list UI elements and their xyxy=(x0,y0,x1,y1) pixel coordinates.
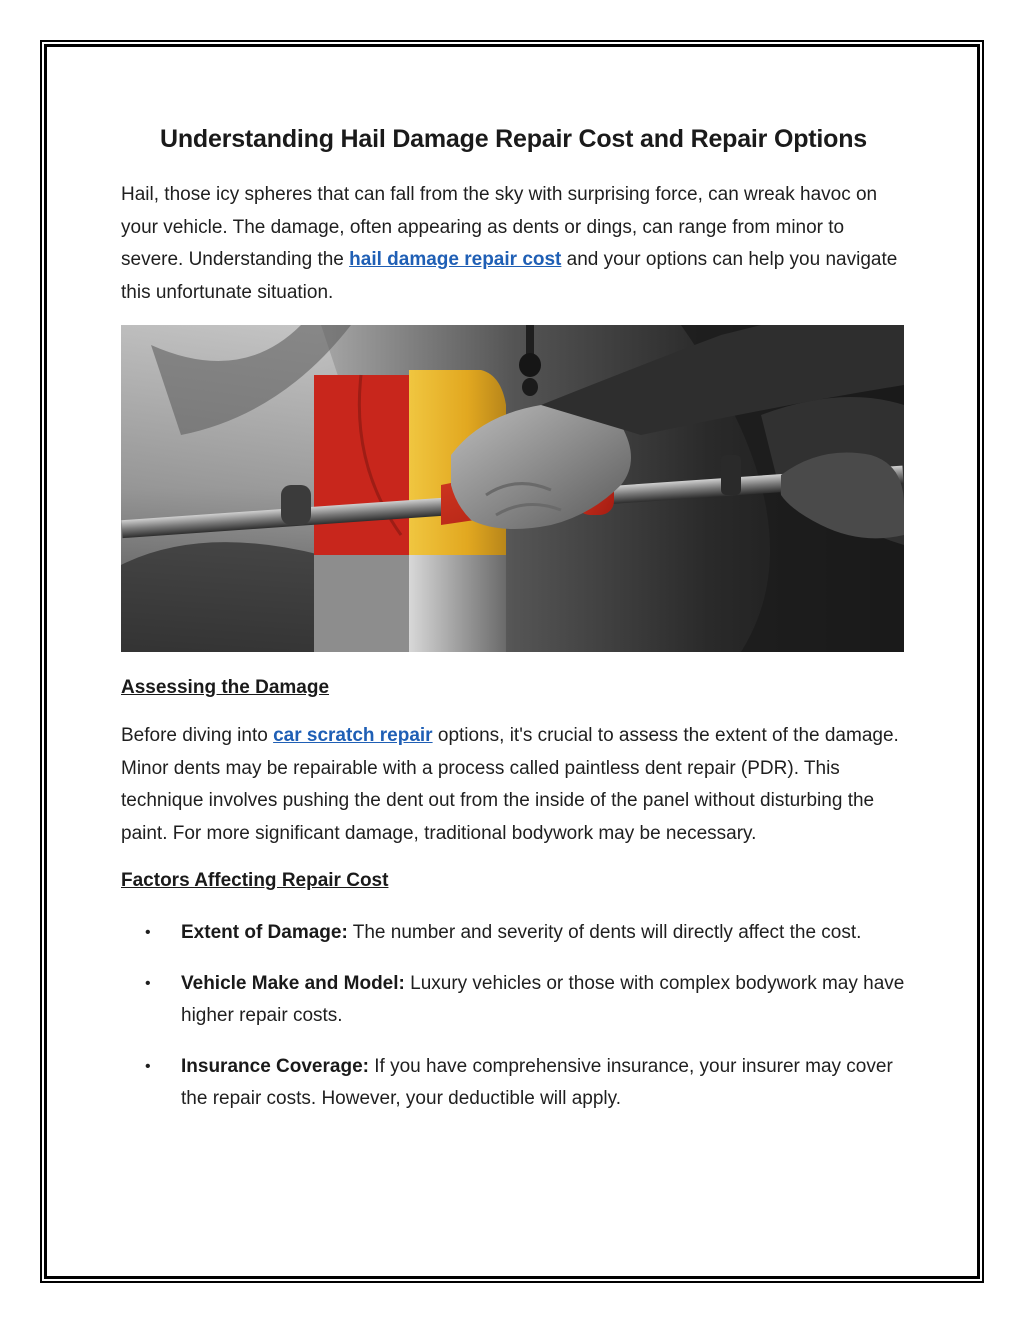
bullet-icon: • xyxy=(145,1057,151,1075)
factor-text: Luxury vehicles or those with complex bodywork may have higher repair costs. xyxy=(181,972,905,1026)
assessing-heading: Assessing the Damage xyxy=(121,677,330,698)
factor-text: The number and severity of dents will directly affect the cost. xyxy=(347,922,862,943)
list-item xyxy=(121,968,906,1033)
document-content xyxy=(121,118,906,1134)
factor-term: Vehicle Make and Model: xyxy=(181,972,405,994)
list-item xyxy=(121,1051,906,1116)
document-title: Understanding Hail Damage Repair Cost and Repair Options xyxy=(160,125,867,153)
factors-list xyxy=(121,917,906,1116)
factor-term: Insurance Coverage: xyxy=(181,1055,369,1077)
hail-damage-repair-cost-link[interactable]: hail damage repair cost xyxy=(349,249,562,270)
hail-repair-photo xyxy=(121,325,904,652)
factor-term: Extent of Damage: xyxy=(181,922,348,943)
factors-heading: Factors Affecting Repair Cost xyxy=(121,870,389,891)
bullet-icon: • xyxy=(145,924,151,941)
intro-paragraph xyxy=(121,179,906,309)
assessing-text-before: Before diving into xyxy=(121,725,274,746)
assessing-text-after: options, it's crucial to assess the extent of the damage. Minor dents may be repairable with a process called paintless dent repair (PDR). This technique involves pushing the dent out from the inside of the panel without disturbing the paint. For more significant damage, traditional bodywork may be necessary. xyxy=(121,725,899,844)
list-item xyxy=(121,917,906,950)
factor-text: If you have comprehensive insurance, your insurer may cover the repair costs. However, your deductible will apply. xyxy=(181,1055,893,1109)
intro-text-before: Hail, those icy spheres that can fall from the sky with surprising force, can wreak havoc on your vehicle. The damage, often appearing as dents or dings, can range from minor to severe. Understanding the xyxy=(121,184,878,270)
car-scratch-repair-link[interactable]: car scratch repair xyxy=(273,725,433,746)
assessing-paragraph xyxy=(121,720,906,850)
intro-text-after: and your options can help you navigate this unfortunate situation. xyxy=(121,249,898,303)
bullet-icon: • xyxy=(145,974,151,992)
